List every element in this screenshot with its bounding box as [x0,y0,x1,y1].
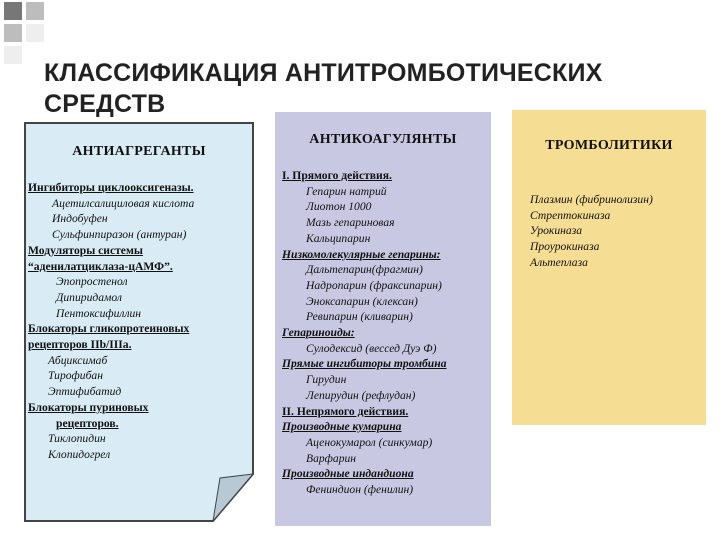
list-item: Тирофибан [48,369,103,383]
list-item: Ингибиторы циклооксигеназы. [28,181,194,194]
list-item: Эноксапарин (клексан) [306,294,418,308]
list-item: I. Прямого действия. [282,169,392,182]
list-item: Тиклопидин [48,432,106,446]
antiplatelet-list [28,180,250,463]
list-item: Индобуфен [52,212,108,226]
list-item: Прямые ингибиторы тромбина [282,357,447,371]
anticoagulant-list [282,168,488,498]
decor-square-1 [4,2,22,20]
list-item: Аценокумарол (синкумар) [306,435,433,449]
list-item: Альтеплаза [530,255,588,269]
list-item: Сулодексид (вессед Дуэ Ф) [306,341,437,355]
list-item: Блокаторы пуриновых [28,400,149,414]
thrombolytic-heading: ТРОМБОЛИТИКИ [545,138,673,153]
decor-square-2 [26,2,44,20]
list-item: Пентоксифиллин [56,306,142,320]
list-item: Гирудин [306,373,347,387]
list-item: “аденилатциклаза-цАМФ”. [28,259,173,273]
list-item: Мазь гепариновая [306,216,395,230]
decor-square-5 [4,46,22,64]
list-item: Кальципарин [306,231,371,245]
list-item: II. Непрямого действия. [282,404,409,418]
list-item: рецепторов IIb/IIIa. [28,338,132,352]
list-item: Дипиридамол [56,290,122,304]
list-item: Гепариноиды: [282,326,355,340]
list-item: Дальтепарин(фрагмин) [306,263,423,277]
list-item: Урокиназа [530,224,583,238]
list-item: Гепарин натрий [306,184,387,198]
list-item: Проурокиназа [530,240,600,254]
list-item: Производные индандиона [282,467,414,481]
decor-square-3 [4,24,22,42]
list-item: рецепторов. [56,416,119,430]
list-item: Варфарин [306,451,357,465]
list-item: Ревипарин (кливарин) [306,310,413,324]
list-item: Сульфинпиразон (антуран) [52,228,187,242]
page-title: КЛАССИФИКАЦИЯ АНТИТРОМБОТИЧЕСКИХ СРЕДСТВ [44,59,603,118]
anticoagulant-heading: АНТИКОАГУЛЯНТЫ [309,132,457,147]
list-item: Лиотон 1000 [306,200,372,214]
antiplatelet-heading: АНТИАГРЕГАНТЫ [72,144,206,159]
decor-square-4 [26,24,44,42]
thrombolytic-list [530,192,702,271]
list-item: Низкомолекулярные гепарины: [282,247,441,261]
list-item: Модуляторы системы [28,243,143,257]
list-item: Лепирудин (рефлудан) [306,388,416,402]
list-item: Абциксимаб [48,353,108,367]
list-item: Эпопростенол [56,275,128,289]
list-item: Ацетилсалициловая кислота [52,196,195,210]
list-item: Производные кумарина [282,420,402,434]
list-item: Надропарин (фраксипарин) [306,278,442,292]
list-item: Фениндион (фенилин) [306,483,414,497]
list-item: Клопидогрел [48,447,111,461]
list-item: Эптифибатид [48,385,122,399]
list-item: Блокаторы гликопротеиновых [28,322,190,336]
list-item: Плазмин (фибринолизин) [530,193,653,206]
list-item: Стрептокиназа [530,208,611,222]
